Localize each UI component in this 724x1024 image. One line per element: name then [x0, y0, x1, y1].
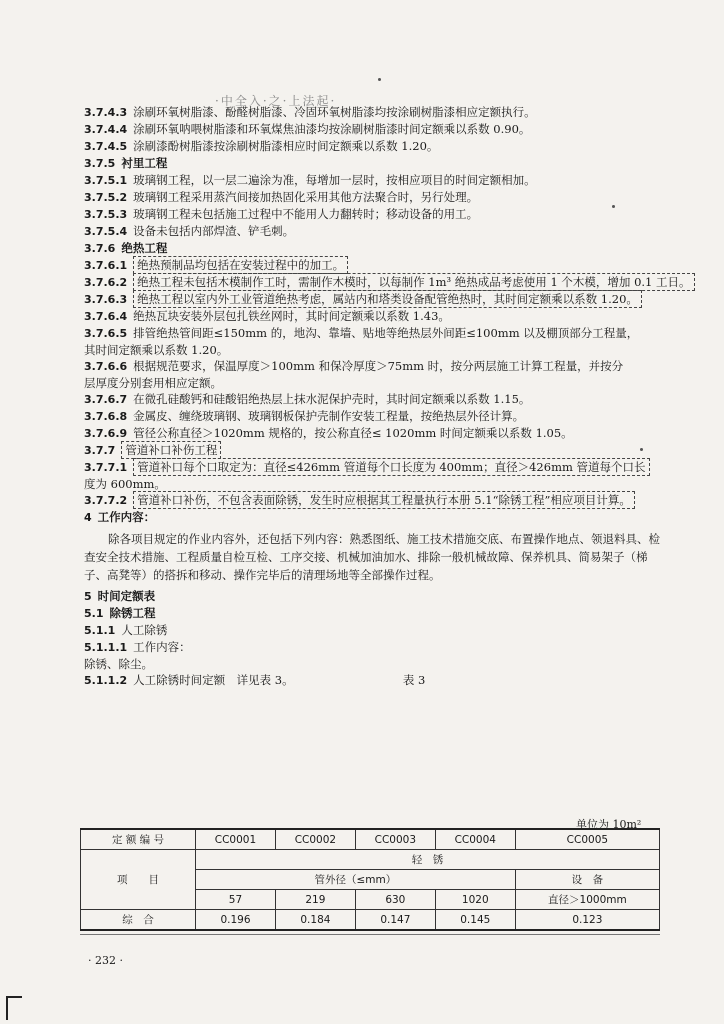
clause-text: 时间定额表: [97, 589, 156, 603]
clause-text: 除锈工程: [109, 606, 156, 620]
clause-text: 绝热预制品均包括在安装过程中的加工。: [133, 256, 348, 274]
clause-number: 3.7.6.3: [84, 293, 128, 306]
scan-speck: [612, 205, 615, 208]
size-cell: 1020: [435, 890, 515, 910]
size-cell: 630: [355, 890, 435, 910]
value-cell: 0.196: [196, 910, 276, 931]
clause-text: 玻璃钢工程采用蒸汽间接加热固化采用其他方法聚合时，另行处理。: [133, 190, 479, 204]
code-cell: CC0005: [515, 829, 659, 850]
clause-text: 管道补口补伤工程: [121, 441, 221, 459]
page-header-ghost: ·中全入·之·上法起·: [215, 94, 337, 108]
clause-line: [84, 172, 664, 189]
work-content-paragraph: 除各项目规定的作业内容外，还包括下列内容：熟悉图纸、施工技术措施交底、布置操作地点、领退料具、检查安全技术措施、工程质量自检互检、工序交接、机械加油加水、排除一般机械故障、保养机具、简易架子（梯子、高凳等）的搭拆和移动、操作完毕后的清理场地等全部操作过程。: [84, 532, 660, 582]
clause-number: 3.7.6.4: [84, 310, 128, 323]
clause-number: 3.7.6.5: [84, 327, 128, 340]
clause-number: 3.7.7: [84, 444, 116, 457]
clause-text: 层厚度分别套用相应定额。: [84, 376, 222, 390]
clause-text: 玻璃钢工程，以一层二遍涂为准，每增加一层时，按相应项目的时间定额相加。: [133, 173, 536, 187]
clause-number: 3.7.6.2: [84, 276, 128, 289]
clause-number: 5: [84, 590, 92, 603]
clause-line: [84, 342, 664, 358]
section-heading: [84, 605, 664, 622]
clause-line: [84, 375, 664, 391]
crop-mark: [6, 996, 22, 1020]
section-heading: [84, 509, 664, 526]
code-header-cell: 定 额 编 号: [81, 829, 196, 850]
clause-line: [84, 104, 664, 121]
clause-text: 人工除锈: [121, 623, 168, 637]
clause-text: 金属皮、缠绕玻璃钢、玻璃钢板保护壳制作安装工程量，按绝热层外径计算。: [133, 409, 525, 423]
clause-number: 5.1.1: [84, 624, 116, 637]
clause-line: [84, 622, 664, 639]
value-cell: 0.145: [435, 910, 515, 931]
code-cell: CC0001: [196, 829, 276, 850]
section-heading: [84, 155, 664, 172]
clause-number: 4: [84, 511, 92, 524]
clause-text: 工作内容：: [97, 510, 156, 524]
item-header-cell: 项 目: [81, 850, 196, 910]
clause-text: 管道补口每个口取定为：直径≤426mm 管道每个口长度为 400mm；直径＞426mm 管道每个口长: [133, 458, 649, 476]
clause-line: [84, 206, 664, 223]
clause-number: 3.7.6.7: [84, 393, 128, 406]
size-cell: 直径＞1000mm: [515, 890, 659, 910]
value-cell: 0.147: [355, 910, 435, 931]
clause-line: [84, 639, 664, 656]
code-cell: CC0004: [435, 829, 515, 850]
clause-line: [84, 656, 664, 672]
clause-number: 3.7.5.1: [84, 174, 128, 187]
clause-line: [84, 308, 664, 325]
clause-text: 工作内容：: [133, 640, 191, 654]
clause-line: [84, 138, 664, 155]
clause-text: 绝热工程: [121, 241, 168, 255]
clause-number: 3.7.4.4: [84, 123, 128, 136]
clause-number: 3.7.7.1: [84, 461, 128, 474]
equipment-cell: 设 备: [515, 870, 659, 890]
clause-line: [84, 257, 664, 274]
clause-number: 5.1.1.2: [84, 674, 128, 687]
section-heading: [84, 240, 664, 257]
clause-number: 3.7.6.1: [84, 259, 128, 272]
clause-text: 管道补口补伤，不包含表面除锈，发生时应根据其工程量执行本册 5.1“除锈工程”相应项目计算。: [133, 491, 635, 509]
scan-speck: [640, 448, 643, 451]
code-cell: CC0003: [355, 829, 435, 850]
clause-text: 设备未包括内部焊渣、铲毛刺。: [133, 224, 295, 238]
clause-number: 3.7.5: [84, 157, 116, 170]
clause-text: 玻璃钢工程未包括施工过程中不能用人力翻转时；移动设备的用工。: [133, 207, 479, 221]
clause-number: 3.7.6.6: [84, 360, 128, 373]
value-cell: 0.123: [515, 910, 659, 931]
time-quota-table: [80, 828, 660, 931]
clause-line: [84, 223, 664, 240]
clause-text: 涂刷环氧呐喂树脂漆和环氧煤焦油漆均按涂刷树脂漆时间定额乘以系数 0.90。: [133, 122, 531, 136]
clause-text: 绝热工程以室内外工业管道绝热考虑，属站内和塔类设备配管绝热时，其时间定额乘以系数 1.20。: [133, 290, 642, 308]
clause-text: 涂刷漆酚树脂漆按涂刷树脂漆相应时间定额乘以系数 1.20。: [133, 139, 439, 153]
clause-number: 3.7.4.3: [84, 106, 128, 119]
pipe-diameter-cell: 管外径（≤mm）: [196, 870, 516, 890]
clause-text: 绝热工程未包括木模制作工时，需制作木模时，以每制作 1m³ 绝热成品考虑使用 1 个木模，增加 0.1 工日。: [133, 273, 694, 291]
bottom-rule: [80, 934, 660, 935]
clause-line: [84, 358, 664, 375]
clause-text: 度为 600mm。: [84, 477, 166, 491]
rust-level-cell: 轻 锈: [196, 850, 660, 870]
clause-line: [84, 408, 664, 425]
clause-text: 除锈、除尘。: [84, 657, 153, 671]
clause-line: [84, 291, 664, 308]
clause-line: [84, 672, 664, 689]
clause-number: 5.1.1.1: [84, 641, 128, 654]
clause-number: 5.1: [84, 607, 104, 620]
clause-line: [84, 492, 664, 509]
clause-text: 衬里工程: [121, 156, 168, 170]
clause-text: 绝热瓦块安装外层包扎铁丝网时，其时间定额乘以系数 1.43。: [133, 309, 450, 323]
clause-text: 在微孔硅酸钙和硅酸铝绝热层上抹水泥保护壳时，其时间定额乘以系数 1.15。: [133, 392, 531, 406]
table-unit-label: 单位为 10m²: [576, 818, 642, 831]
page-number: · 232 ·: [88, 954, 123, 967]
size-cell: 57: [196, 890, 276, 910]
clause-line: [84, 442, 664, 459]
clause-line: [84, 325, 664, 342]
size-cell: 219: [275, 890, 355, 910]
clause-number: 3.7.5.2: [84, 191, 128, 204]
clause-text: 涂刷环氧树脂漆、酚醛树脂漆、冷固环氧树脂漆均按涂刷树脂漆相应定额执行。: [133, 105, 536, 119]
clause-line: [84, 391, 664, 408]
clause-text: 排管绝热管间距≤150mm 的，地沟、靠墙、贴地等绝热层外间距≤100mm 以及棚顶部分工程量，: [133, 326, 639, 340]
value-cell: 0.184: [275, 910, 355, 931]
clause-line: [84, 476, 664, 492]
clause-number: 3.7.6: [84, 242, 116, 255]
clause-line: [84, 189, 664, 206]
clause-text: 根据规范要求，保温厚度＞100mm 和保冷厚度＞75mm 时，按分两层施工计算工程量，并按分: [133, 359, 624, 373]
clause-line: [84, 274, 691, 291]
total-header-cell: 综 合: [81, 910, 196, 931]
code-cell: CC0002: [275, 829, 355, 850]
clause-number: 3.7.6.9: [84, 427, 128, 440]
clause-number: 3.7.5.4: [84, 225, 128, 238]
clause-line: [84, 459, 664, 476]
clause-line: [84, 121, 664, 138]
clause-number: 3.7.7.2: [84, 494, 128, 507]
clause-text: 人工除锈时间定额 详见表 3。 表 3: [133, 673, 426, 687]
scan-speck: [378, 78, 381, 81]
clause-line: [84, 425, 664, 442]
section-heading: [84, 588, 664, 605]
main-text-block: [84, 104, 691, 689]
clause-text: 管径公称直径＞1020mm 规格的，按公称直径≤ 1020mm 时间定额乘以系数 1.05。: [133, 426, 573, 440]
clause-number: 3.7.4.5: [84, 140, 128, 153]
clause-number: 3.7.5.3: [84, 208, 128, 221]
clause-text: 其时间定额乘以系数 1.20。: [84, 343, 229, 357]
clause-number: 3.7.6.8: [84, 410, 128, 423]
